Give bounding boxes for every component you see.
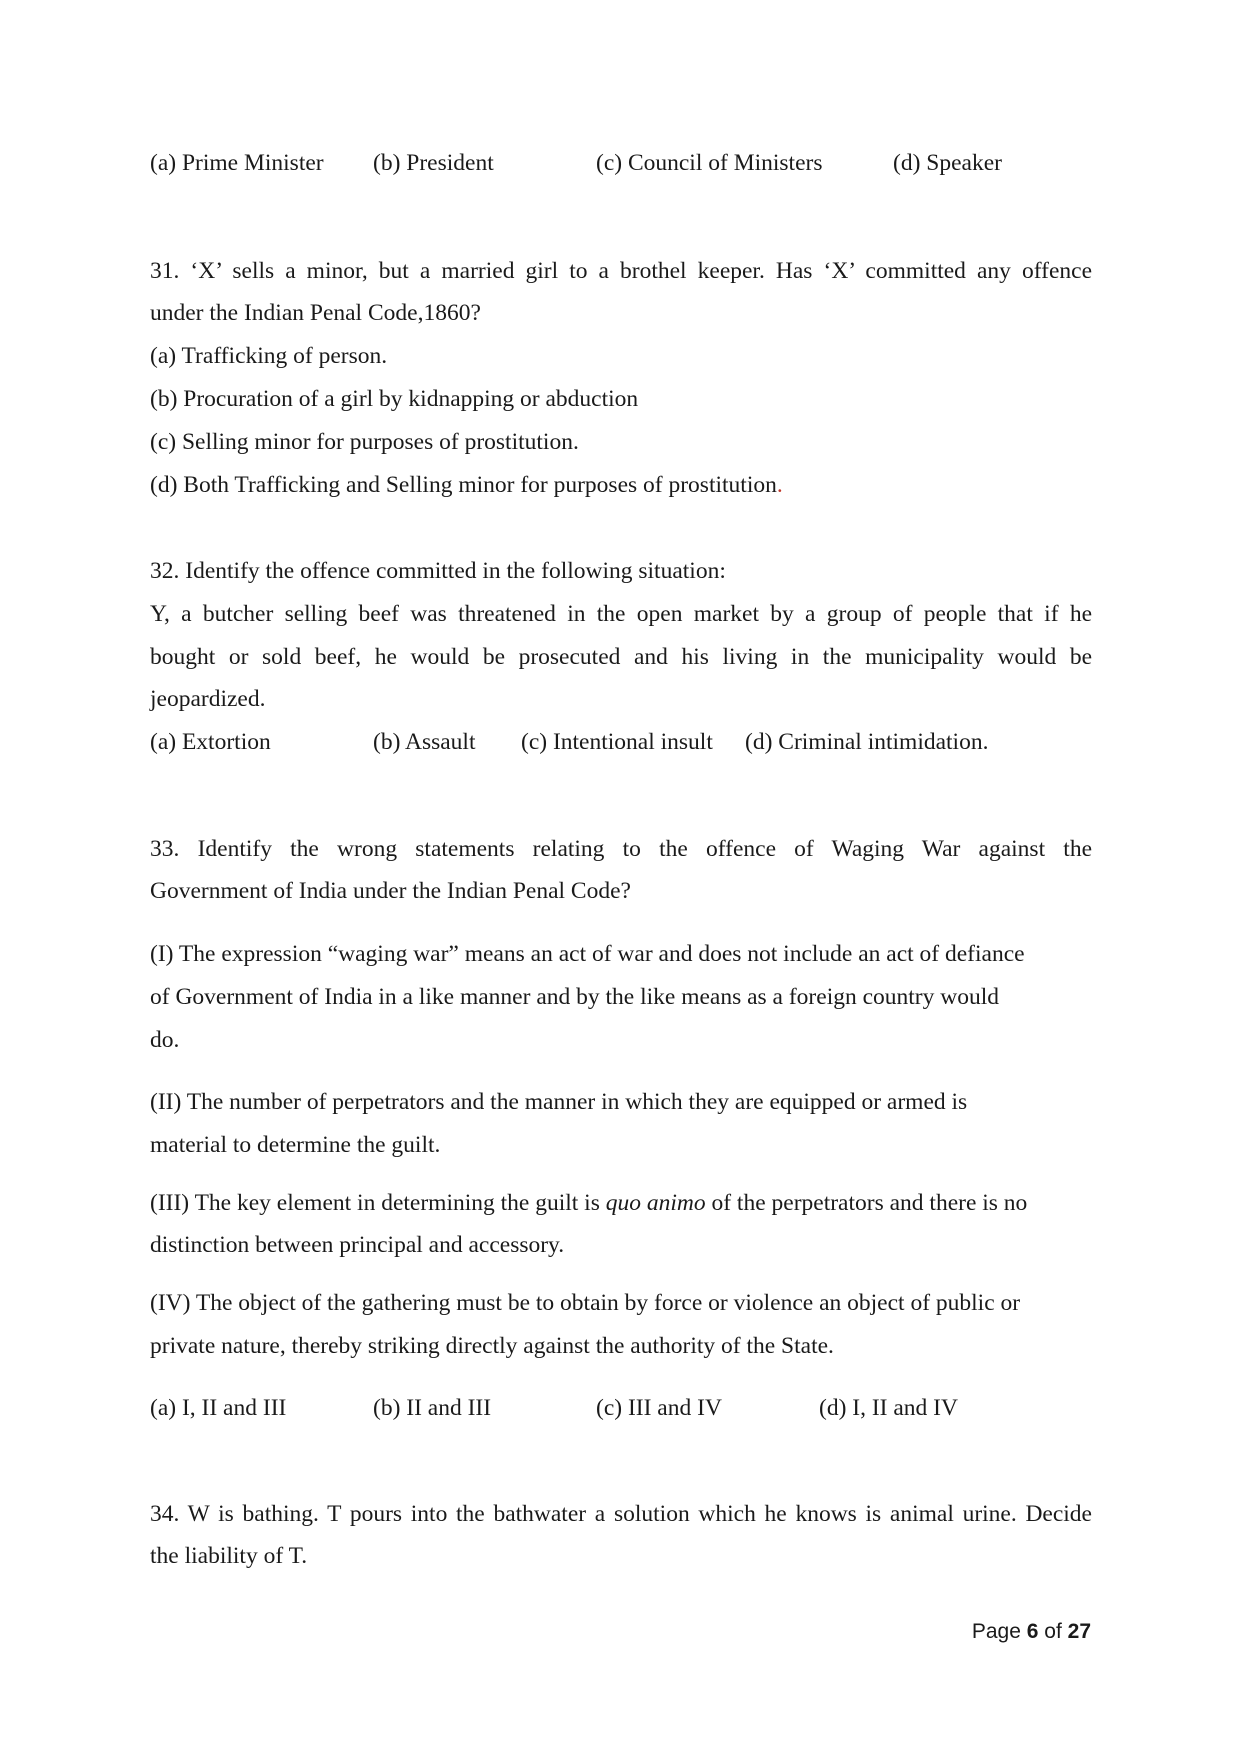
q33-option-b: (b) II and III — [373, 1395, 492, 1421]
q33-option-a: (a) I, II and III — [150, 1395, 287, 1421]
q34-question-line-2: the liability of T. — [150, 1543, 308, 1569]
q30-option-c: (c) Council of Ministers — [596, 150, 823, 176]
q33-statement-1-line-2: of Government of India in a like manner and by the like means as a foreign country would — [150, 984, 1000, 1010]
q31-option-d-text: (d) Both Trafficking and Selling minor for purposes of prostitution — [150, 472, 777, 498]
q31-option-d — [150, 470, 1092, 500]
q33-statement-3-pre: (III) The key element in determining the guilt is — [150, 1190, 606, 1216]
q30-option-a: (a) Prime Minister — [150, 150, 324, 176]
q33-statement-4-line-2: private nature, thereby striking directly against the authority of the State. — [150, 1333, 834, 1359]
q33-question-line-2: Government of India under the Indian Penal Code? — [150, 878, 631, 904]
q33-statement-3-line-2: distinction between principal and accessory. — [150, 1232, 565, 1258]
q31-option-c: (c) Selling minor for purposes of prostitution. — [150, 429, 579, 455]
q32-option-c: (c) Intentional insult — [521, 729, 713, 755]
page-footer — [972, 1620, 1091, 1644]
q31-option-d-period: . — [776, 472, 783, 498]
q32-option-d: (d) Criminal intimidation. — [745, 729, 989, 755]
q32-option-b: (b) Assault — [373, 729, 476, 755]
q33-statement-3-line-1 — [150, 1188, 1092, 1218]
q31-question-line-2: under the Indian Penal Code,1860? — [150, 300, 481, 326]
q30-option-b: (b) President — [373, 150, 494, 176]
q33-statement-4-line-1: (IV) The object of the gathering must be to obtain by force or violence an object of public or — [150, 1290, 1021, 1316]
q31-option-b: (b) Procuration of a girl by kidnapping or abduction — [150, 386, 639, 412]
q33-option-d: (d) I, II and IV — [819, 1395, 958, 1421]
q30-option-d: (d) Speaker — [893, 150, 1002, 176]
q33-option-c: (c) III and IV — [596, 1395, 722, 1421]
q33-statement-3-italic: quo animo — [605, 1190, 706, 1216]
q34-question-line-1: 34. W is bathing. T pours into the bathwater a solution which he knows is animal urine. Decide — [150, 1501, 1092, 1527]
q33-statement-1-line-1: (I) The expression “waging war” means an act of war and does not include an act of defiance — [150, 941, 1025, 967]
q33-statement-3-post: of the perpetrators and there is no — [705, 1190, 1028, 1216]
q31-option-a: (a) Trafficking of person. — [150, 343, 388, 369]
q32-option-a: (a) Extortion — [150, 729, 271, 755]
q32-question-line-4: jeopardized. — [150, 686, 266, 712]
q32-question-line-2: Y, a butcher selling beef was threatened in the open market by a group of people that if he — [150, 601, 1092, 627]
q32-question-line-1: 32. Identify the offence committed in the following situation: — [150, 558, 726, 584]
q31-question-line-1: 31. ‘X’ sells a minor, but a married girl to a brothel keeper. Has ‘X’ committed any offence — [150, 258, 1092, 284]
q33-statement-1-line-3: do. — [150, 1027, 180, 1053]
footer-page-number: 6 — [1026, 1620, 1039, 1643]
footer-total-pages: 27 — [1067, 1620, 1091, 1643]
footer-of-word: of — [1044, 1620, 1062, 1643]
q32-question-line-3: bought or sold beef, he would be prosecuted and his living in the municipality would be — [150, 644, 1092, 670]
footer-page-word: Page — [971, 1620, 1021, 1643]
q33-statement-2-line-2: material to determine the guilt. — [150, 1132, 441, 1158]
q33-question-line-1: 33. Identify the wrong statements relating to the offence of Waging War against the — [150, 836, 1092, 862]
q33-statement-2-line-1: (II) The number of perpetrators and the manner in which they are equipped or armed is — [150, 1089, 968, 1115]
